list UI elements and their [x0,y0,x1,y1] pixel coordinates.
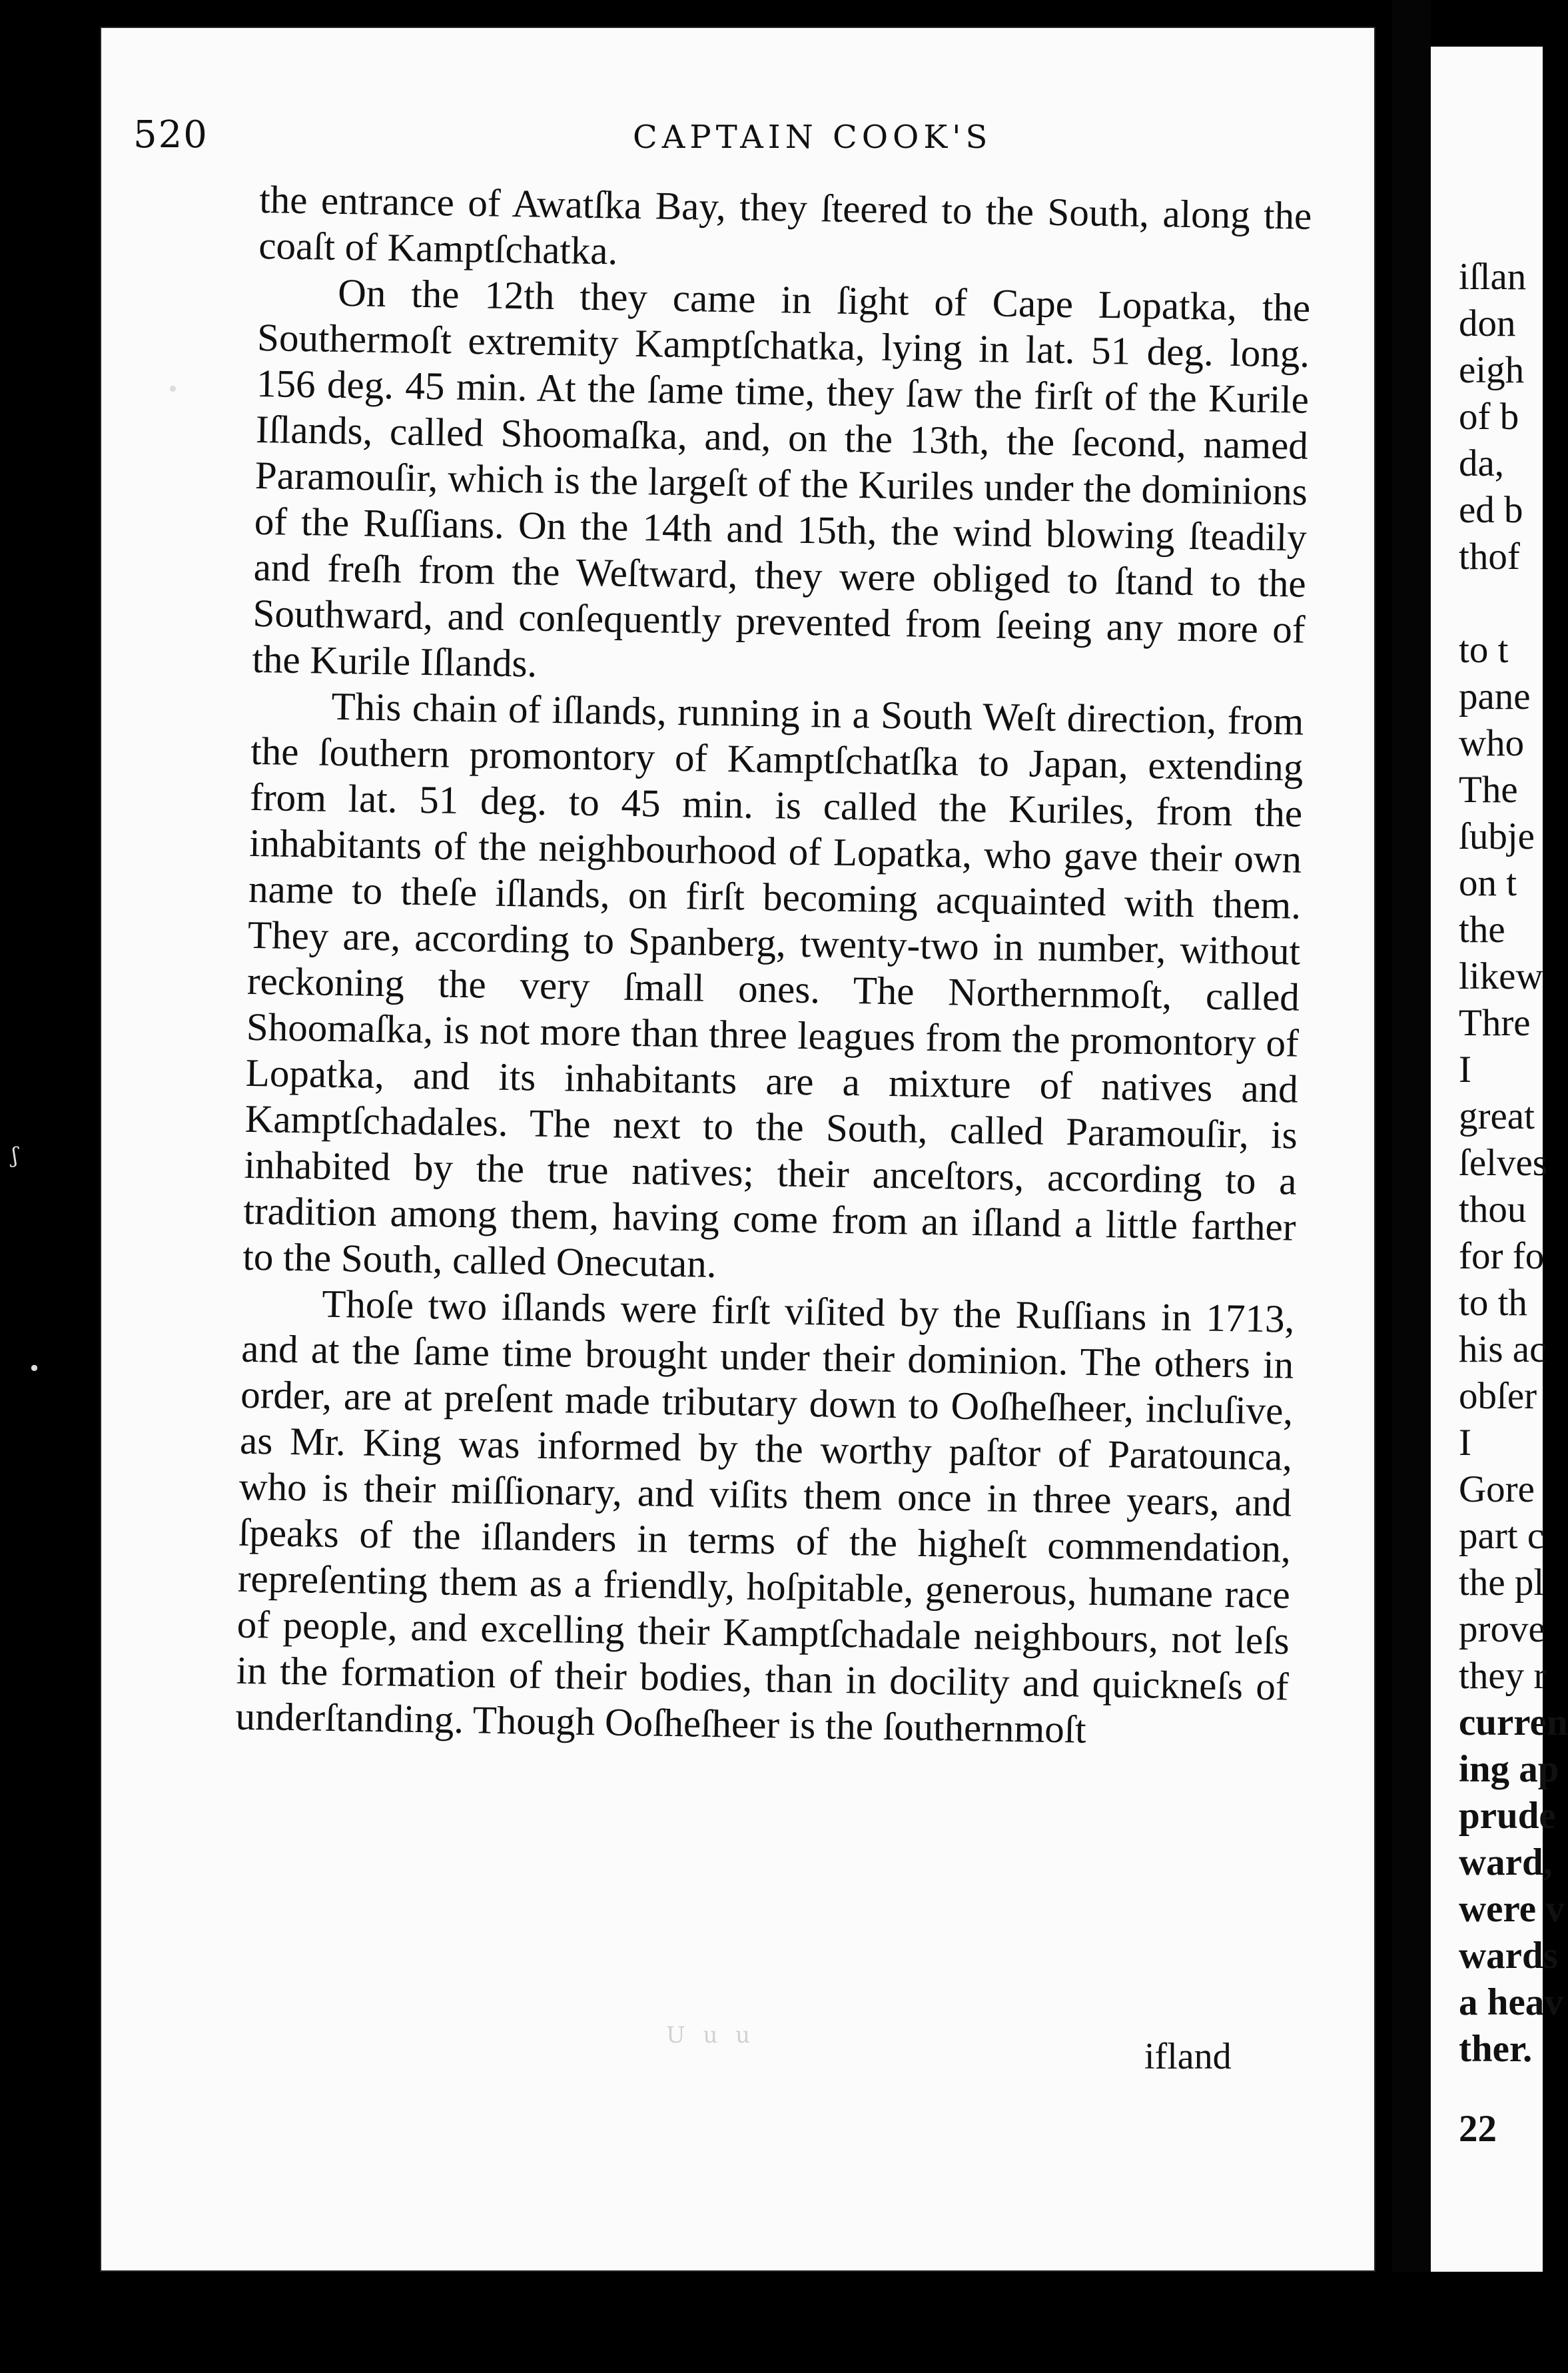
facing-line: ward, [1459,1841,1553,1883]
facing-line: The [1459,769,1518,811]
paragraph-cape-lopatka: On the 12th they came in ſight of Cape Lopatka, the Southermoſt extremity Kamptſchatka, lying in lat. 51 deg. long. 156 deg. 45 min. At the ſame time, they ſaw the firſt of the Kurile Iſlands, called Shoomaſka, and, on the 13th, the ſecond, named Paramouſir, which is the largeſt of the Kuriles under the dominions of the Ruſſians. On the 14th and 15th, the wind blowing ſteadily and freſh from the Weſtward, they were obliged to ſtand to the Southward, and conſequently prevented from ſeeing any more of the Kurile Iſlands. [252,270,1311,686]
facing-line: the pl [1459,1562,1545,1604]
facing-line: a heav [1459,1981,1563,2023]
facing-line: ing ap [1459,1748,1559,1790]
page-header [133,113,1226,173]
scan-bottom-border [0,2272,1543,2373]
facing-line: on t [1459,862,1517,904]
facing-line: likew [1459,955,1543,997]
facing-line: 22 [1459,2108,1497,2150]
facing-line: I [1459,1422,1471,1464]
main-text-column [235,177,1312,1756]
facing-line: prove [1459,1608,1545,1650]
facing-line: they r [1459,1655,1547,1697]
facing-line: Gore [1459,1468,1535,1510]
page-number: 520 [133,113,208,157]
facing-line: pane [1459,676,1531,717]
facing-line: who [1459,722,1525,764]
running-head: CAPTAIN COOK'S [633,119,992,156]
book-gutter [1392,0,1431,2373]
facing-line: thou [1459,1188,1527,1230]
paragraph-kurile-chain: This chain of iſlands, running in a South Weſt direction, from the ſouthern promontory of Kamptſchatſka to Japan, extending from lat. 51 deg. to 45 min. is called the Kuriles, from the inhabitants of the neighbourhood of Lopatka, who gave their own name to theſe iſlands, on firſt becoming acquainted with them. They are, according to Spanberg, twenty-two in number, without reckoning the very ſmall ones. The Northernmoſt, called Shoomaſka, is not more than three leagues from the promontory of Lopatka, and its inhabitants are a mixture of natives and Kamptſchadales. The next to the South, called Paramouſir, is inhabited by the true natives; their anceſtors, according to a tradition among them, having come from an iſland a little farther to the South, called Onecutan. [242,684,1304,1286]
facing-page-edge [1431,47,1568,2312]
facing-line: don [1459,302,1516,344]
facing-line: great [1459,1095,1535,1137]
paragraph-continuation: the entrance of Awatſka Bay, they ſteered to the South, along the coaſt of Kamptſchatka. [258,177,1312,273]
facing-line: ed b [1459,489,1523,531]
paragraph-russian-visit: Thoſe two iſlands were firſt viſited by the Ruſſians in 1713, and at the ſame time brought under their dominion. The others in order, are at preſent made tributary down to Ooſheſheer, incluſive, as Mr. King was informed by the worthy paſtor of Paratounca, who is their miſſionary, and viſits them once in three years, and ſpeaks of the iſlanders in terms of the higheſt commendation, repreſenting them as a friendly, hoſpitable, generous, humane race of people, and excelling their Kamptſchadale neighbours, not leſs in the formation of their bodies, than in docility and quickneſs of underſtanding. Though Ooſheſheer is the ſouthernmoſt [235,1281,1295,1751]
scan-speck: • [167,376,179,402]
facing-line: prude [1459,1795,1556,1837]
facing-line: Thre [1459,1002,1531,1044]
facing-line: I [1459,1049,1471,1091]
facing-line: thof [1459,536,1520,578]
scan-speck: • [28,1356,41,1381]
facing-line: ther. [1459,2028,1533,2070]
facing-line: the [1459,909,1505,951]
facing-line: to th [1459,1282,1527,1324]
facing-line: were v [1459,1888,1565,1930]
facing-line: da, [1459,442,1505,484]
catchword: ifland [1144,2036,1232,2077]
facing-line: curren [1459,1701,1568,1743]
facing-line: eigh [1459,349,1525,391]
facing-line: ſelves [1459,1142,1547,1184]
facing-line: part c [1459,1515,1545,1557]
facing-line: wards [1459,1935,1558,1977]
facing-line: of b [1459,396,1519,438]
facing-line: to t [1459,629,1509,671]
scan-speck: ʃ [12,1143,18,1168]
facing-line: for fo [1459,1235,1545,1277]
facing-line: obſer [1459,1375,1537,1417]
facing-line: his ac [1459,1328,1547,1370]
signature-mark: U u u [666,2022,756,2049]
facing-line: ſubje [1459,815,1535,857]
facing-line: iſlan [1459,256,1527,298]
